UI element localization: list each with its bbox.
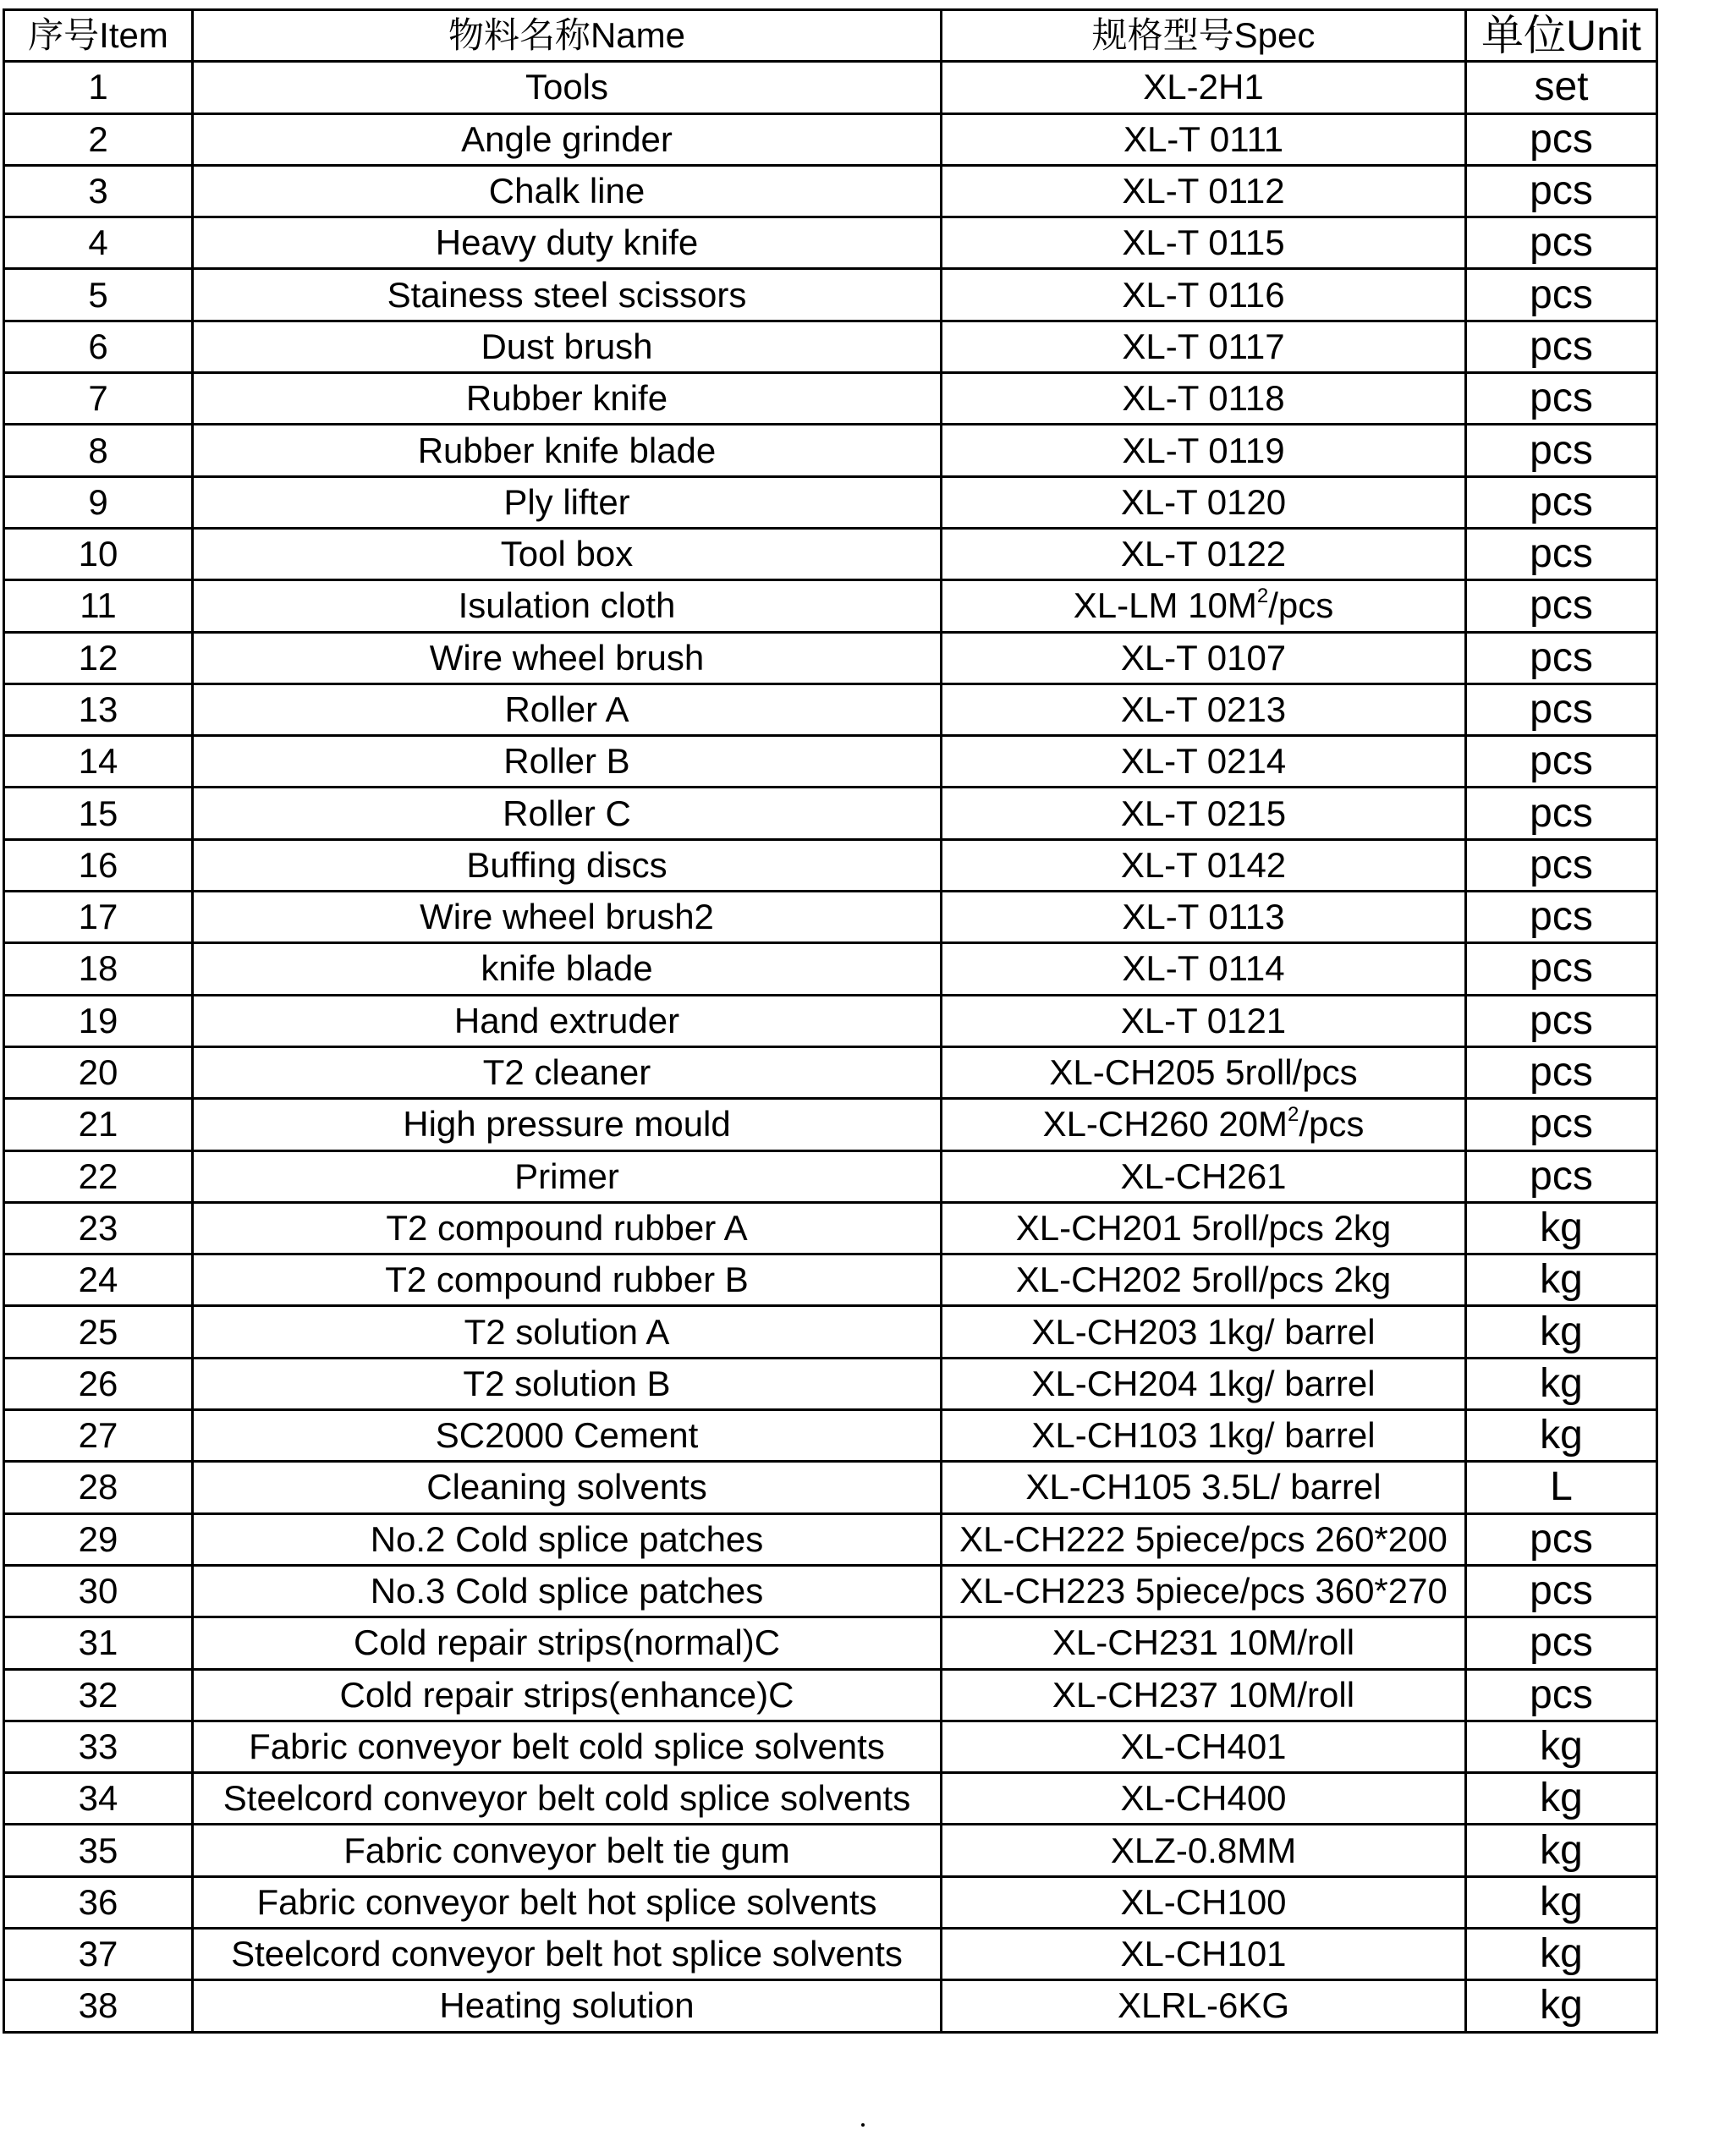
cell-spec: XL-T 0120	[942, 476, 1466, 528]
table-row	[4, 1565, 1657, 1617]
cell-spec: XL-T 0117	[942, 321, 1466, 372]
cell-unit: pcs	[1466, 995, 1657, 1046]
header-name: 物料名称Name	[193, 10, 942, 62]
table-row	[4, 1254, 1657, 1306]
table-row	[4, 1721, 1657, 1772]
cell-spec	[942, 580, 1466, 632]
table-body	[4, 62, 1657, 2032]
cell-name: Rubber knife blade	[193, 425, 942, 476]
cell-name: Hand extruder	[193, 995, 942, 1046]
cell-spec: XL-T 0115	[942, 217, 1466, 269]
cell-name: Angle grinder	[193, 113, 942, 165]
cell-item: 2	[4, 113, 193, 165]
table-row	[4, 632, 1657, 683]
table-row	[4, 995, 1657, 1046]
cell-spec: XL-T 0111	[942, 113, 1466, 165]
cell-item: 4	[4, 217, 193, 269]
cell-spec: XL-T 0118	[942, 373, 1466, 425]
cell-name: Isulation cloth	[193, 580, 942, 632]
cell-item: 20	[4, 1046, 193, 1098]
cell-name: T2 cleaner	[193, 1046, 942, 1098]
spec-superscript: 2	[1256, 585, 1269, 608]
cell-spec: XL-T 0122	[942, 528, 1466, 579]
materials-table	[3, 8, 1658, 2034]
cell-spec: XL-T 0113	[942, 892, 1466, 943]
cell-name: No.3 Cold splice patches	[193, 1565, 942, 1617]
cell-name: Ply lifter	[193, 476, 942, 528]
table-row	[4, 1358, 1657, 1409]
cell-item: 13	[4, 683, 193, 735]
cell-unit: pcs	[1466, 321, 1657, 372]
cell-name: Roller C	[193, 788, 942, 839]
cell-spec: XL-CH261	[942, 1150, 1466, 1202]
cell-spec: XL-T 0112	[942, 165, 1466, 217]
stray-mark	[861, 2123, 865, 2127]
cell-unit: pcs	[1466, 528, 1657, 579]
cell-name: Wire wheel brush	[193, 632, 942, 683]
table-row	[4, 736, 1657, 788]
cell-item: 33	[4, 1721, 193, 1772]
cell-unit: pcs	[1466, 373, 1657, 425]
cell-unit: pcs	[1466, 1565, 1657, 1617]
spec-text: XL-CH260 20M	[1042, 1104, 1288, 1145]
cell-item: 1	[4, 62, 193, 113]
cell-unit: pcs	[1466, 217, 1657, 269]
table-row	[4, 1306, 1657, 1358]
cell-item: 17	[4, 892, 193, 943]
cell-item: 22	[4, 1150, 193, 1202]
spec-suffix: /pcs	[1268, 585, 1334, 626]
cell-unit: pcs	[1466, 1669, 1657, 1721]
cell-spec: XL-T 0213	[942, 683, 1466, 735]
cell-name: Heavy duty knife	[193, 217, 942, 269]
table-row	[4, 269, 1657, 321]
cell-item: 36	[4, 1876, 193, 1928]
cell-spec: XLRL-6KG	[942, 1980, 1466, 2032]
table-row	[4, 1980, 1657, 2032]
cell-name: Cleaning solvents	[193, 1462, 942, 1513]
table-row	[4, 1202, 1657, 1254]
table-row	[4, 217, 1657, 269]
cell-spec: XL-CH201 5roll/pcs 2kg	[942, 1202, 1466, 1254]
cell-item: 26	[4, 1358, 193, 1409]
table-row	[4, 321, 1657, 372]
cell-unit: pcs	[1466, 476, 1657, 528]
cell-item: 38	[4, 1980, 193, 2032]
table-row	[4, 1928, 1657, 1979]
cell-spec: XL-CH103 1kg/ barrel	[942, 1410, 1466, 1462]
table-row	[4, 1513, 1657, 1565]
cell-item: 34	[4, 1773, 193, 1825]
cell-unit: pcs	[1466, 632, 1657, 683]
cell-name: Steelcord conveyor belt hot splice solvents	[193, 1928, 942, 1979]
cell-name: Dust brush	[193, 321, 942, 372]
table-row	[4, 528, 1657, 579]
cell-spec: XL-CH101	[942, 1928, 1466, 1979]
cell-unit: pcs	[1466, 165, 1657, 217]
cell-spec: XL-T 0214	[942, 736, 1466, 788]
table-row	[4, 425, 1657, 476]
cell-item: 9	[4, 476, 193, 528]
cell-spec: XL-CH105 3.5L/ barrel	[942, 1462, 1466, 1513]
table-row	[4, 683, 1657, 735]
cell-unit: pcs	[1466, 1513, 1657, 1565]
table-row	[4, 62, 1657, 113]
cell-item: 31	[4, 1617, 193, 1669]
cell-unit: pcs	[1466, 269, 1657, 321]
table-row	[4, 1617, 1657, 1669]
cell-unit: pcs	[1466, 1046, 1657, 1098]
cell-name: No.2 Cold splice patches	[193, 1513, 942, 1565]
table-row	[4, 943, 1657, 995]
cell-unit: kg	[1466, 1306, 1657, 1358]
table-row	[4, 892, 1657, 943]
cell-name: T2 compound rubber A	[193, 1202, 942, 1254]
cell-name: T2 solution A	[193, 1306, 942, 1358]
cell-item: 25	[4, 1306, 193, 1358]
cell-spec: XL-T 0107	[942, 632, 1466, 683]
cell-spec: XL-CH223 5piece/pcs 360*270	[942, 1565, 1466, 1617]
cell-spec: XL-CH237 10M/roll	[942, 1669, 1466, 1721]
cell-unit: pcs	[1466, 425, 1657, 476]
cell-spec: XL-T 0116	[942, 269, 1466, 321]
cell-unit: kg	[1466, 1980, 1657, 2032]
cell-name: Roller A	[193, 683, 942, 735]
cell-unit: pcs	[1466, 736, 1657, 788]
cell-item: 12	[4, 632, 193, 683]
cell-unit: kg	[1466, 1773, 1657, 1825]
cell-item: 29	[4, 1513, 193, 1565]
cell-spec: XL-CH205 5roll/pcs	[942, 1046, 1466, 1098]
cell-spec: XL-T 0142	[942, 839, 1466, 891]
cell-item: 32	[4, 1669, 193, 1721]
cell-unit: pcs	[1466, 580, 1657, 632]
header-item: 序号Item	[4, 10, 193, 62]
cell-unit: pcs	[1466, 113, 1657, 165]
cell-unit: pcs	[1466, 943, 1657, 995]
cell-unit: kg	[1466, 1876, 1657, 1928]
cell-unit: pcs	[1466, 839, 1657, 891]
cell-unit: kg	[1466, 1254, 1657, 1306]
spec-text: XL-LM 10M	[1073, 585, 1257, 626]
cell-item: 18	[4, 943, 193, 995]
cell-item: 6	[4, 321, 193, 372]
cell-spec: XL-T 0114	[942, 943, 1466, 995]
table-row	[4, 1462, 1657, 1513]
cell-item: 23	[4, 1202, 193, 1254]
spec-suffix: /pcs	[1299, 1104, 1365, 1145]
table-row	[4, 1669, 1657, 1721]
cell-name: Chalk line	[193, 165, 942, 217]
cell-name: Buffing discs	[193, 839, 942, 891]
header-unit: 单位Unit	[1466, 10, 1657, 62]
cell-item: 21	[4, 1099, 193, 1150]
cell-name: Fabric conveyor belt hot splice solvents	[193, 1876, 942, 1928]
cell-name: Fabric conveyor belt tie gum	[193, 1825, 942, 1876]
cell-spec: XL-CH222 5piece/pcs 260*200	[942, 1513, 1466, 1565]
cell-spec: XL-CH401	[942, 1721, 1466, 1772]
cell-spec	[942, 1099, 1466, 1150]
table-row	[4, 1876, 1657, 1928]
cell-item: 24	[4, 1254, 193, 1306]
table-row	[4, 1099, 1657, 1150]
table-row	[4, 1150, 1657, 1202]
cell-unit: pcs	[1466, 683, 1657, 735]
cell-item: 19	[4, 995, 193, 1046]
cell-name: T2 solution B	[193, 1358, 942, 1409]
cell-item: 27	[4, 1410, 193, 1462]
cell-spec: XL-T 0121	[942, 995, 1466, 1046]
cell-unit: pcs	[1466, 892, 1657, 943]
cell-spec: XL-CH400	[942, 1773, 1466, 1825]
cell-item: 16	[4, 839, 193, 891]
cell-unit: kg	[1466, 1928, 1657, 1979]
cell-unit: pcs	[1466, 1099, 1657, 1150]
cell-name: Stainess steel scissors	[193, 269, 942, 321]
table-row	[4, 839, 1657, 891]
cell-unit: kg	[1466, 1202, 1657, 1254]
cell-item: 14	[4, 736, 193, 788]
cell-name: Tools	[193, 62, 942, 113]
table-row	[4, 580, 1657, 632]
cell-spec: XL-T 0119	[942, 425, 1466, 476]
cell-unit: kg	[1466, 1721, 1657, 1772]
cell-unit: kg	[1466, 1410, 1657, 1462]
table-row	[4, 1773, 1657, 1825]
cell-spec: XL-T 0215	[942, 788, 1466, 839]
table-row	[4, 476, 1657, 528]
cell-unit: pcs	[1466, 1617, 1657, 1669]
cell-item: 15	[4, 788, 193, 839]
cell-item: 11	[4, 580, 193, 632]
cell-spec: XLZ-0.8MM	[942, 1825, 1466, 1876]
cell-name: knife blade	[193, 943, 942, 995]
table-row	[4, 165, 1657, 217]
cell-name: T2 compound rubber B	[193, 1254, 942, 1306]
table-row	[4, 113, 1657, 165]
cell-item: 8	[4, 425, 193, 476]
cell-spec: XL-CH100	[942, 1876, 1466, 1928]
cell-item: 37	[4, 1928, 193, 1979]
table-row	[4, 788, 1657, 839]
cell-unit: kg	[1466, 1825, 1657, 1876]
cell-item: 3	[4, 165, 193, 217]
cell-spec: XL-CH203 1kg/ barrel	[942, 1306, 1466, 1358]
cell-name: Cold repair strips(enhance)C	[193, 1669, 942, 1721]
cell-name: Wire wheel brush2	[193, 892, 942, 943]
cell-name: High pressure mould	[193, 1099, 942, 1150]
header-row	[4, 10, 1657, 62]
cell-item: 30	[4, 1565, 193, 1617]
table-row	[4, 373, 1657, 425]
table-row	[4, 1046, 1657, 1098]
header-spec: 规格型号Spec	[942, 10, 1466, 62]
cell-item: 35	[4, 1825, 193, 1876]
cell-name: Primer	[193, 1150, 942, 1202]
cell-unit: pcs	[1466, 1150, 1657, 1202]
cell-name: Fabric conveyor belt cold splice solvents	[193, 1721, 942, 1772]
cell-unit: set	[1466, 62, 1657, 113]
cell-spec: XL-CH204 1kg/ barrel	[942, 1358, 1466, 1409]
cell-unit: pcs	[1466, 788, 1657, 839]
cell-item: 10	[4, 528, 193, 579]
cell-name: Roller B	[193, 736, 942, 788]
cell-unit: kg	[1466, 1358, 1657, 1409]
cell-name: Cold repair strips(normal)C	[193, 1617, 942, 1669]
cell-spec: XL-2H1	[942, 62, 1466, 113]
table-row	[4, 1825, 1657, 1876]
cell-name: SC2000 Cement	[193, 1410, 942, 1462]
spec-superscript: 2	[1288, 1103, 1299, 1127]
cell-item: 7	[4, 373, 193, 425]
cell-unit: L	[1466, 1462, 1657, 1513]
cell-item: 5	[4, 269, 193, 321]
cell-item: 28	[4, 1462, 193, 1513]
cell-name: Rubber knife	[193, 373, 942, 425]
table-row	[4, 1410, 1657, 1462]
cell-name: Heating solution	[193, 1980, 942, 2032]
cell-name: Steelcord conveyor belt cold splice solvents	[193, 1773, 942, 1825]
cell-name: Tool box	[193, 528, 942, 579]
cell-spec: XL-CH202 5roll/pcs 2kg	[942, 1254, 1466, 1306]
cell-spec: XL-CH231 10M/roll	[942, 1617, 1466, 1669]
